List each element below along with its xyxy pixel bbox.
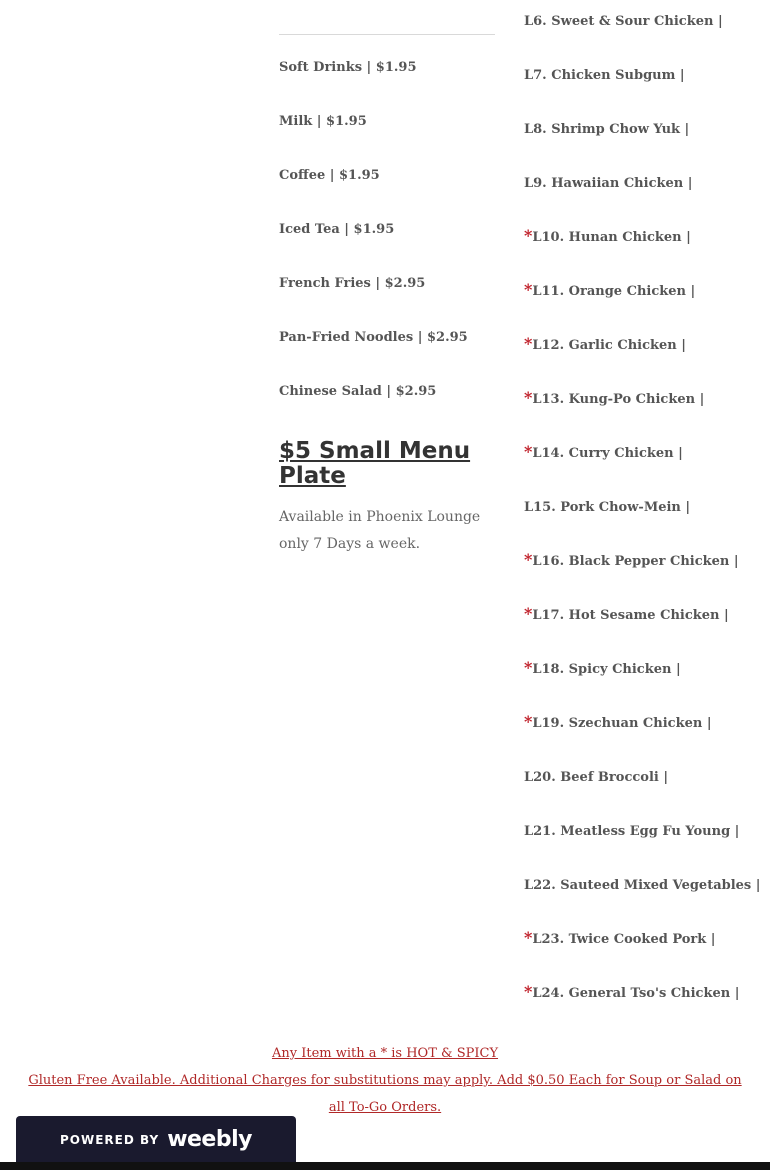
- spicy-note-link[interactable]: Any Item with a * is HOT & SPICY: [271, 1046, 499, 1061]
- menu-item-label: L17. Hot Sesame Chicken |: [532, 608, 729, 623]
- menu-item-l22: [524, 875, 761, 895]
- menu-item-l21: [524, 821, 739, 841]
- menu-item-label: L7. Chicken Subgum |: [524, 68, 685, 83]
- spicy-marker: *: [524, 982, 533, 1001]
- menu-item-label: L14. Curry Chicken |: [532, 446, 683, 461]
- menu-item-label: L21. Meatless Egg Fu Young |: [524, 824, 740, 839]
- spicy-marker: *: [524, 334, 533, 353]
- menu-item-l10: [524, 227, 691, 247]
- spicy-marker: *: [524, 928, 533, 947]
- menu-item-l16: [524, 551, 739, 571]
- spicy-marker: *: [524, 712, 533, 731]
- menu-item-l9: [524, 173, 692, 193]
- spicy-marker: *: [524, 388, 533, 407]
- menu-item-label: L11. Orange Chicken |: [532, 284, 696, 299]
- divider-line: [279, 34, 495, 35]
- powered-by-weebly-badge[interactable]: [16, 1116, 296, 1163]
- menu-item-l15: [524, 497, 690, 517]
- menu-item-l18: [524, 659, 681, 679]
- powered-by-label: POWERED BY: [60, 1132, 160, 1147]
- side-item-french-fries: French Fries | $2.95: [279, 276, 426, 291]
- menu-item-label: L8. Shrimp Chow Yuk |: [524, 122, 690, 137]
- side-item-iced-tea: Iced Tea | $1.95: [279, 222, 395, 237]
- side-item-pan-fried-noodles: Pan-Fried Noodles | $2.95: [279, 330, 468, 345]
- spicy-marker: *: [524, 226, 533, 245]
- menu-item-label: L20. Beef Broccoli |: [524, 770, 669, 785]
- menu-item-label: L6. Sweet & Sour Chicken |: [524, 14, 723, 29]
- spicy-marker: *: [524, 550, 533, 569]
- menu-item-label: L18. Spicy Chicken |: [532, 662, 681, 677]
- menu-item-label: L16. Black Pepper Chicken |: [532, 554, 739, 569]
- page-bottom-bar: [0, 1162, 770, 1170]
- menu-item-l13: [524, 389, 704, 409]
- small-menu-plate-heading[interactable]: $5 Small Menu Plate: [279, 438, 471, 489]
- menu-item-l14: [524, 443, 683, 463]
- menu-item-label: L15. Pork Chow-Mein |: [524, 500, 691, 515]
- menu-item-l17: [524, 605, 729, 625]
- spicy-marker: *: [524, 442, 533, 461]
- spicy-marker: *: [524, 658, 533, 677]
- menu-item-label: L13. Kung-Po Chicken |: [532, 392, 705, 407]
- menu-item-l24: [524, 983, 739, 1003]
- spicy-marker: *: [524, 280, 533, 299]
- menu-item-label: L22. Sauteed Mixed Vegetables |: [524, 878, 761, 893]
- gluten-note-link[interactable]: Gluten Free Available. Additional Charges for substitutions may apply. Add $0.50 Each for Soup or Salad on: [28, 1073, 742, 1088]
- menu-item-l12: [524, 335, 686, 355]
- menu-item-l6: [524, 11, 723, 31]
- menu-item-l20: [524, 767, 668, 787]
- menu-item-label: L19. Szechuan Chicken |: [532, 716, 712, 731]
- menu-item-l11: [524, 281, 695, 301]
- small-menu-plate-note: Available in Phoenix Lounge only 7 Days a week.: [279, 509, 481, 552]
- menu-item-l19: [524, 713, 712, 733]
- side-item-coffee: Coffee | $1.95: [279, 168, 380, 183]
- menu-item-label: L12. Garlic Chicken |: [532, 338, 686, 353]
- weebly-logo: weebly: [167, 1127, 252, 1152]
- spicy-marker: *: [524, 604, 533, 623]
- menu-item-label: L10. Hunan Chicken |: [532, 230, 691, 245]
- menu-item-label: L23. Twice Cooked Pork |: [532, 932, 716, 947]
- side-item-milk: Milk | $1.95: [279, 114, 367, 129]
- menu-item-label: L9. Hawaiian Chicken |: [524, 176, 693, 191]
- menu-item-label: L24. General Tso's Chicken |: [532, 986, 740, 1001]
- menu-item-l8: [524, 119, 689, 139]
- gluten-note-link-cont[interactable]: all To-Go Orders.: [328, 1100, 442, 1115]
- menu-item-l23: [524, 929, 716, 949]
- menu-item-l7: [524, 65, 685, 85]
- side-item-chinese-salad: Chinese Salad | $2.95: [279, 384, 437, 399]
- side-item-soft-drinks: Soft Drinks | $1.95: [279, 60, 417, 75]
